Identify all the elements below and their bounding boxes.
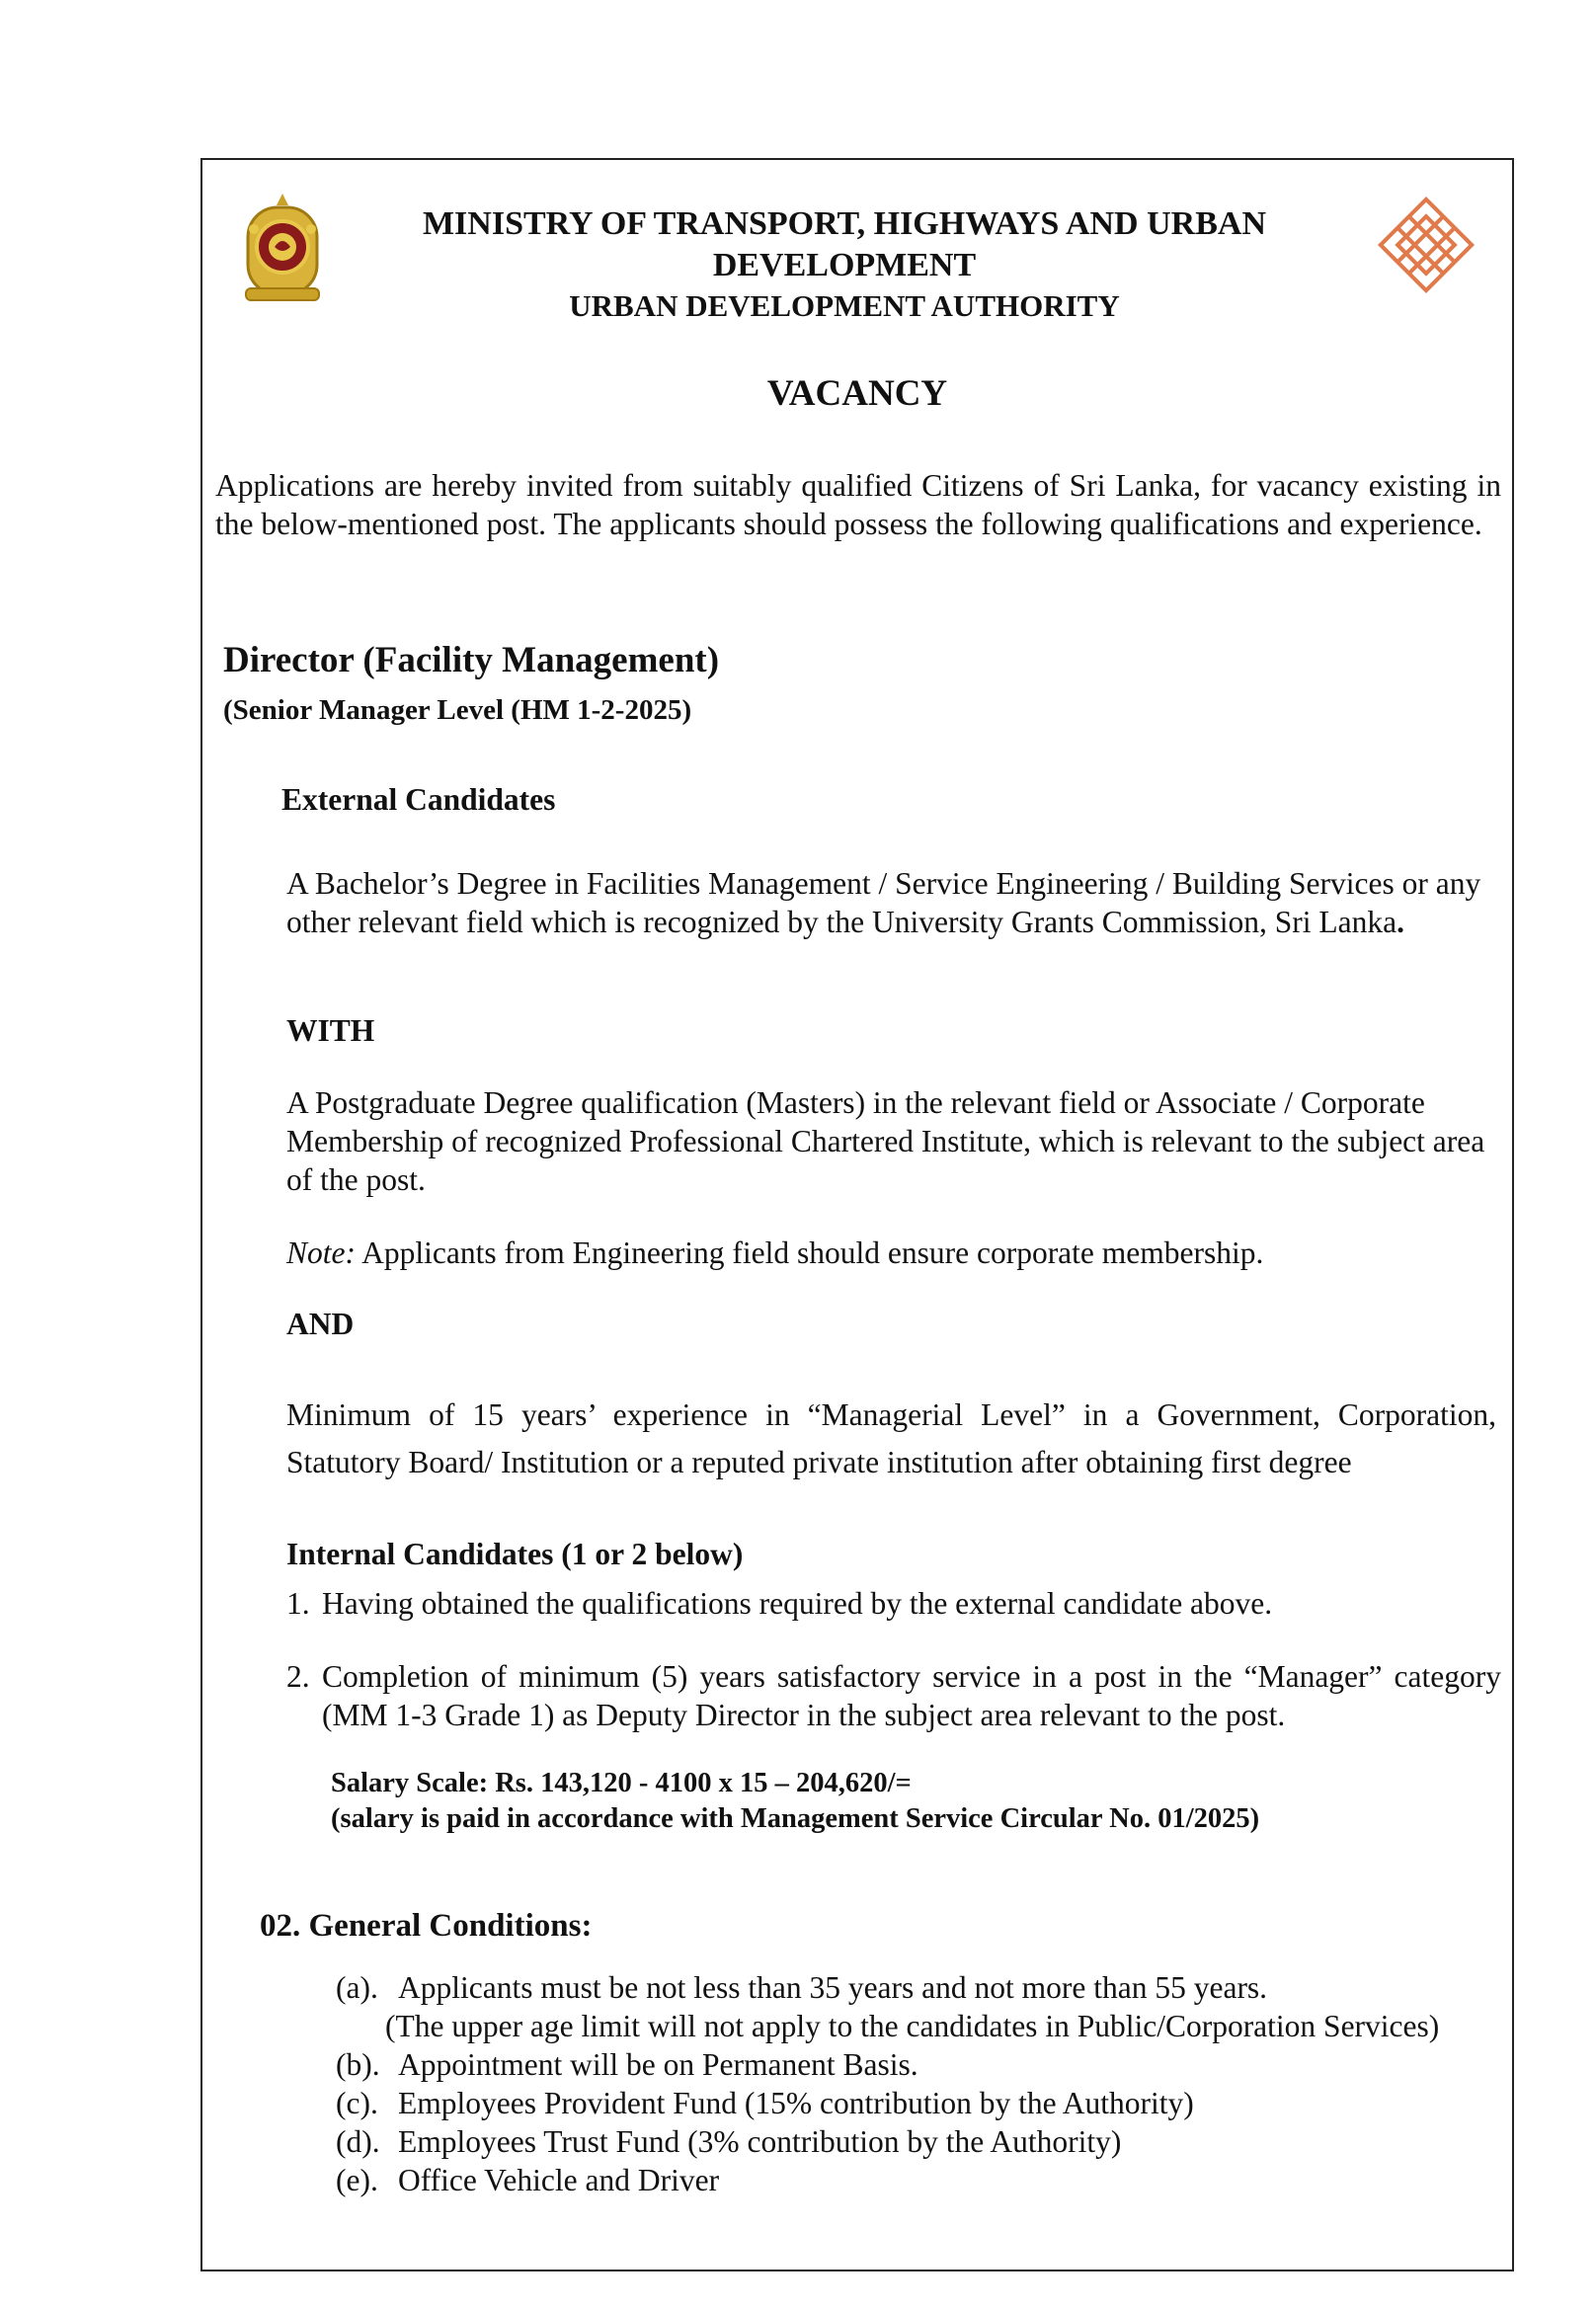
condition-label: (d). [336, 2124, 380, 2159]
postgrad-requirement: A Postgraduate Degree qualification (Masters) in the relevant field or Associate / Corporate Membership of recognized Professional Chartered Institute, which is relevant to the subject area of the post. [286, 1085, 1485, 1197]
salary-scale: Salary Scale: Rs. 143,120 - 4100 x 15 – 204,620/= [331, 1768, 912, 1798]
general-conditions-heading: 02. General Conditions: [260, 1908, 593, 1944]
degree-requirement [286, 864, 1486, 941]
salary-note: (salary is paid in accordance with Management Service Circular No. 01/2025) [331, 1803, 1260, 1834]
ministry-title: MINISTRY OF TRANSPORT, HIGHWAYS AND URBAN [422, 205, 1267, 242]
condition-item [385, 2007, 1439, 2045]
internal-item [286, 1657, 1501, 1734]
post-title: Director (Facility Management) [223, 640, 720, 680]
degree-end: . [1396, 905, 1404, 939]
authority-name: URBAN DEVELOPMENT AUTHORITY [569, 288, 1120, 323]
note-text: Applicants from Engineering field should ensure corporate membership. [355, 1235, 1264, 1270]
condition-text: (The upper age limit will not apply to the candidates in Public/Corporation Services) [385, 2009, 1440, 2043]
condition-text: Employees Trust Fund (3% contribution by the Authority) [398, 2124, 1122, 2159]
condition-item [336, 2084, 1194, 2122]
post-level: (Senior Manager Level (HM 1-2-2025) [223, 694, 692, 726]
condition-text: Office Vehicle and Driver [398, 2163, 720, 2197]
internal-item-text: Having obtained the qualifications required by the external candidate above. [322, 1586, 1273, 1621]
condition-label: (c). [336, 2086, 378, 2120]
condition-item [336, 2161, 719, 2199]
with-label: WITH [286, 1013, 375, 1048]
note-label: Note: [286, 1235, 356, 1270]
external-heading: External Candidates [281, 782, 556, 817]
engineering-note [286, 1234, 1501, 1272]
internal-item [286, 1584, 1501, 1623]
experience-requirement: Minimum of 15 years’ experience in “Managerial Level” in a Government, Corporation, Statutory Board/ Institution or a reputed private institution after obtaining first degree [286, 1397, 1496, 1479]
internal-item-number: 2. [286, 1659, 310, 1694]
sri-lanka-emblem-icon [242, 190, 323, 306]
condition-text: Employees Provident Fund (15% contribution by the Authority) [398, 2086, 1194, 2120]
condition-text: Appointment will be on Permanent Basis. [398, 2047, 918, 2082]
condition-item [336, 1968, 1267, 2007]
intro-paragraph: Applications are hereby invited from suitably qualified Citizens of Sri Lanka, for vacancy existing in the below-mentioned post. The applicants should possess the following qualifications and experience. [215, 468, 1501, 541]
condition-text: Applicants must be not less than 35 years and not more than 55 years. [398, 1970, 1268, 2005]
and-label: AND [286, 1307, 355, 1341]
internal-item-number: 1. [286, 1586, 310, 1621]
vacancy-title: VACANCY [766, 373, 948, 414]
degree-text: A Bachelor’s Degree in Facilities Management / Service Engineering / Building Services or any other relevant field which is recognized by the University Grants Commission, Sri Lanka [286, 866, 1481, 939]
condition-label: (a). [336, 1970, 378, 2005]
condition-item [336, 2122, 1121, 2161]
ministry-title-line2: DEVELOPMENT [712, 247, 977, 283]
condition-item [336, 2045, 918, 2084]
internal-heading: Internal Candidates (1 or 2 below) [286, 1537, 744, 1571]
internal-item-text: Completion of minimum (5) years satisfactory service in a post in the “Manager” category (MM 1-3 Grade 1) as Deputy Director in the subject area relevant to the post. [322, 1659, 1501, 1732]
uda-knot-logo-icon [1376, 195, 1476, 295]
condition-label: (e). [336, 2163, 378, 2197]
condition-label: (b). [336, 2047, 380, 2082]
